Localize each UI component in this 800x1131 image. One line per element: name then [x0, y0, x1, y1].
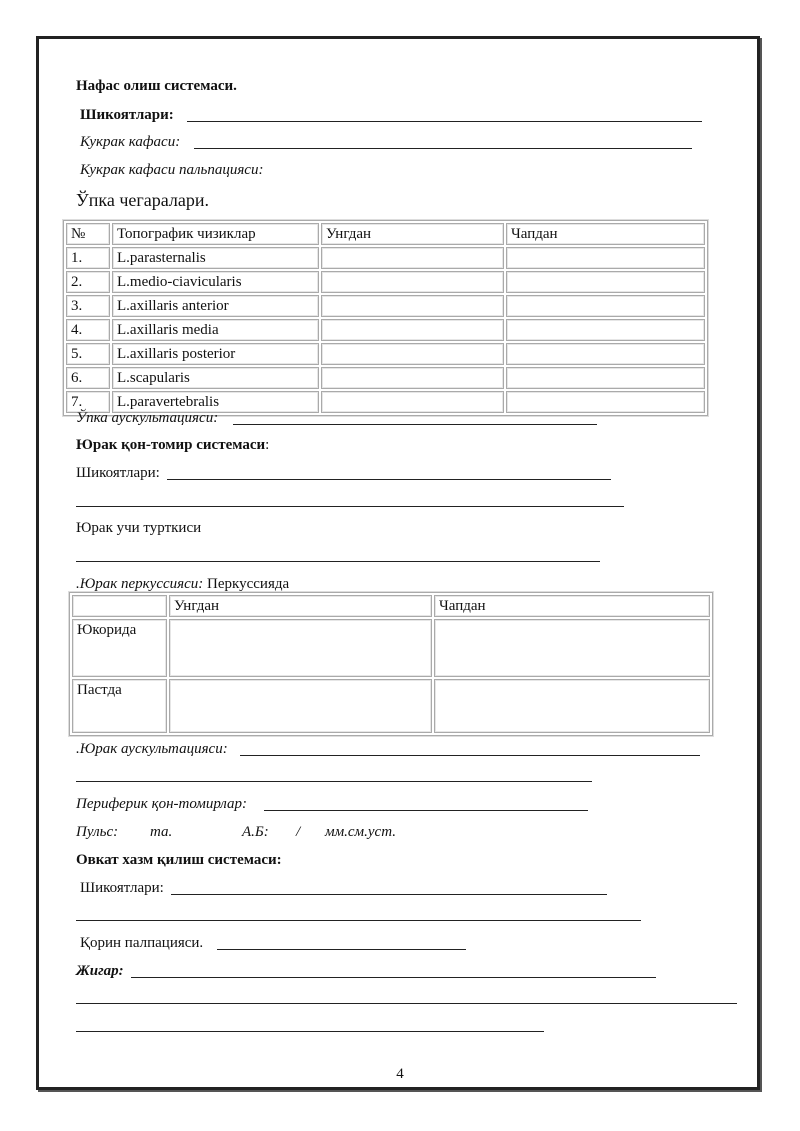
- row-number: 1.: [66, 247, 110, 269]
- row-line-name: L.medio-ciavicularis: [112, 271, 319, 293]
- table-row: [72, 679, 710, 733]
- left-value-cell[interactable]: [434, 619, 710, 677]
- right-value-cell[interactable]: [169, 619, 432, 677]
- header-cell-right: Унгдан: [321, 223, 504, 245]
- row-line-name: L.paravertebralis: [112, 391, 319, 413]
- pulse-label: Пульс:: [76, 824, 119, 840]
- heart-auscultation-line-2[interactable]: [76, 781, 592, 782]
- heart-percussion-suffix: Перкуссияда: [203, 576, 290, 592]
- cardio-complaints-line-2[interactable]: [76, 506, 624, 507]
- digestive-complaints-label: Шикоятлари:: [80, 880, 164, 896]
- chest-label: Кукрак кафаси:: [80, 134, 181, 150]
- table-row: [66, 295, 705, 317]
- left-value-cell[interactable]: [506, 391, 705, 413]
- table-row: [66, 343, 705, 365]
- table-header-row: [72, 595, 710, 617]
- left-value-cell[interactable]: [434, 679, 710, 733]
- digestive-complaints-line[interactable]: [171, 894, 607, 895]
- liver-line-3[interactable]: [76, 1031, 544, 1032]
- row-line-name: L.axillaris anterior: [112, 295, 319, 317]
- header-cell-number: №: [66, 223, 110, 245]
- blood-pressure-separator: /: [296, 824, 301, 840]
- blood-pressure-unit: мм.см.уст.: [325, 824, 396, 840]
- row-number: 3.: [66, 295, 110, 317]
- cardio-complaints-label: Шикоятлари:: [76, 465, 160, 481]
- respiratory-heading: Нафас олиш системаси.: [76, 78, 237, 94]
- table-row: [66, 247, 705, 269]
- heart-auscultation-label: .Юрак аускультацияси:: [76, 741, 228, 757]
- left-value-cell[interactable]: [506, 319, 705, 341]
- left-value-cell[interactable]: [506, 367, 705, 389]
- heart-percussion-label: [76, 575, 289, 593]
- liver-line-2[interactable]: [76, 1003, 737, 1004]
- right-value-cell[interactable]: [321, 391, 504, 413]
- lung-auscultation-line[interactable]: [233, 424, 597, 425]
- header-cell-left: Чапдан: [506, 223, 705, 245]
- page-number: 4: [396, 1066, 404, 1082]
- heart-percussion-label-text: .Юрак перкуссияси:: [76, 576, 204, 592]
- left-value-cell[interactable]: [506, 271, 705, 293]
- right-value-cell[interactable]: [321, 295, 504, 317]
- row-line-name: L.axillaris posterior: [112, 343, 319, 365]
- row-line-name: L.parasternalis: [112, 247, 319, 269]
- abdomen-palpation-line[interactable]: [217, 949, 466, 950]
- lung-borders-title: Ўпка чегаралари.: [76, 190, 210, 210]
- row-number: 5.: [66, 343, 110, 365]
- peripheral-vessels-line[interactable]: [264, 810, 588, 811]
- header-cell-topographic-lines: Топографик чизиклар: [112, 223, 319, 245]
- right-value-cell[interactable]: [321, 343, 504, 365]
- row-number: 7.: [66, 391, 110, 413]
- liver-line[interactable]: [131, 977, 656, 978]
- right-value-cell[interactable]: [321, 367, 504, 389]
- respiratory-complaints-label: Шикоятлари:: [80, 107, 174, 123]
- right-value-cell[interactable]: [321, 247, 504, 269]
- liver-label: Жигар:: [76, 963, 124, 979]
- row-line-name: L.axillaris media: [112, 319, 319, 341]
- table-row: [66, 319, 705, 341]
- header-cell-empty: [72, 595, 167, 617]
- lung-borders-table: [63, 220, 708, 416]
- left-value-cell[interactable]: [506, 247, 705, 269]
- table-header-row: [66, 223, 705, 245]
- cardio-complaints-line[interactable]: [167, 479, 611, 480]
- left-value-cell[interactable]: [506, 295, 705, 317]
- right-value-cell[interactable]: [321, 319, 504, 341]
- row-number: 4.: [66, 319, 110, 341]
- row-number: 2.: [66, 271, 110, 293]
- apex-beat-label: Юрак учи турткиси: [76, 520, 202, 536]
- right-value-cell[interactable]: [321, 271, 504, 293]
- apex-beat-line[interactable]: [76, 561, 600, 562]
- table-row: [72, 619, 710, 677]
- chest-palpation-label: Кукрак кафаси пальпацияси:: [80, 162, 264, 178]
- row-line-name: L.scapularis: [112, 367, 319, 389]
- digestive-complaints-line-2[interactable]: [76, 920, 641, 921]
- heart-percussion-table: [69, 592, 713, 736]
- header-cell-left: Чапдан: [434, 595, 710, 617]
- heart-auscultation-line[interactable]: [240, 755, 700, 756]
- pulse-unit: та.: [150, 824, 173, 840]
- table-row: [66, 271, 705, 293]
- row-label-upper: Юкорида: [72, 619, 167, 677]
- digestive-heading: Овкат хазм қилиш системаси:: [76, 852, 282, 868]
- cardio-heading-colon: :: [265, 437, 270, 453]
- peripheral-vessels-label: Периферик қон-томирлар:: [76, 796, 247, 812]
- respiratory-complaints-line[interactable]: [187, 121, 702, 122]
- cardio-heading-text: Юрак қон-томир системаси: [76, 437, 266, 453]
- header-cell-right: Унгдан: [169, 595, 432, 617]
- abdomen-palpation-label: Қорин палпацияси.: [80, 935, 204, 951]
- row-number: 6.: [66, 367, 110, 389]
- left-value-cell[interactable]: [506, 343, 705, 365]
- row-label-lower: Пастда: [72, 679, 167, 733]
- cardio-heading: [76, 436, 269, 454]
- chest-line[interactable]: [194, 148, 692, 149]
- lung-auscultation-label: Ўпка аускультацияси:: [76, 410, 219, 426]
- right-value-cell[interactable]: [169, 679, 432, 733]
- blood-pressure-label: А.Б:: [242, 824, 269, 840]
- table-row: [66, 367, 705, 389]
